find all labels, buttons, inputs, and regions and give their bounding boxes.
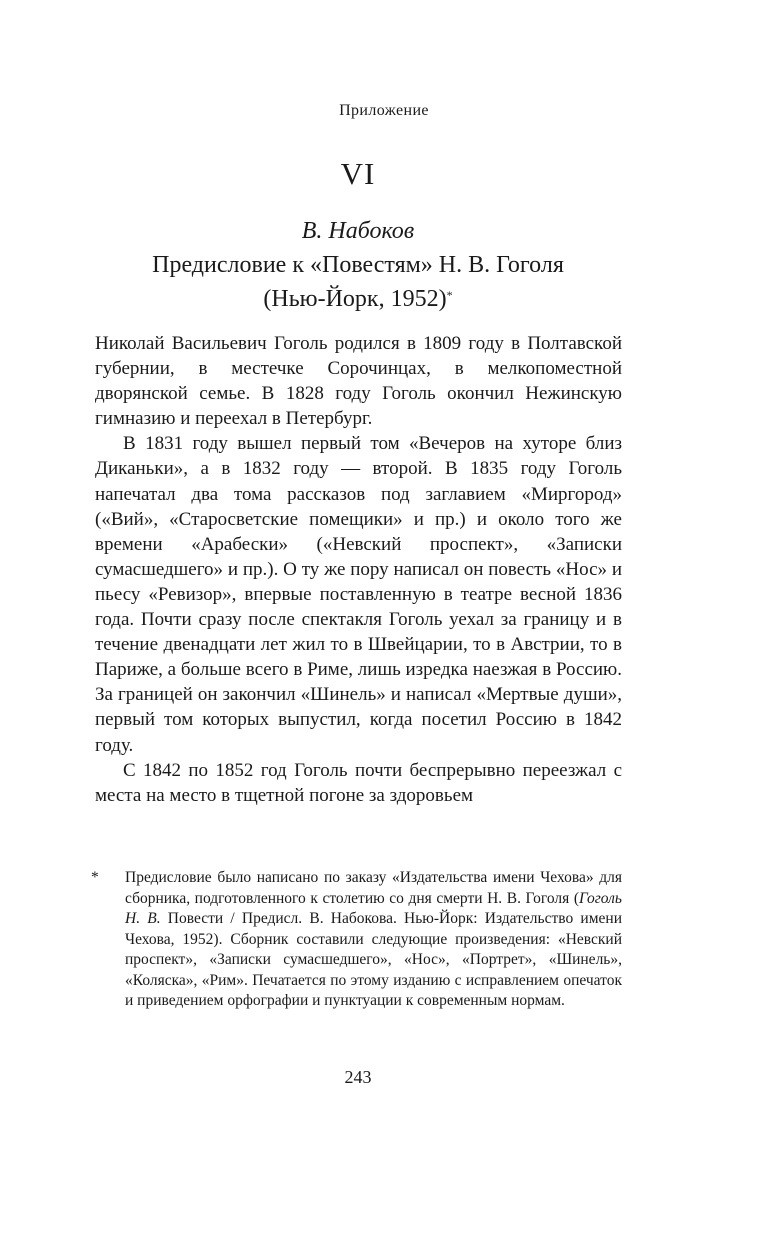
footnote-italic-author: Гоголь Н. В. xyxy=(125,889,622,927)
paragraph: С 1842 по 1852 год Гоголь почти беспрерывно переезжал с места на место в тщетной погоне за здоровьем xyxy=(95,759,622,806)
footnote-text-end: Повести / Предисл. В. Набокова. Нью-Йорк: Издательство имени Чехова, 1952). Сборник составили следующие произведения: «Невский проспект», «Записки сумасшедшего», «Нос», «Портрет», «Шинель», «Коляска», «Рим». Печатается по этому изданию с исправлением опечаток и приведением орфографии и пунктуации к современным нормам. xyxy=(125,910,622,1009)
title-line-2 xyxy=(60,282,656,316)
paragraph: Николай Васильевич Гоголь родился в 1809 году в Полтавской губернии, в местечке Сорочинцах, в мелкопоместной дворянской семье. В 1828 году Гоголь окончил Нежинскую гимназию и переехал в Петербург. xyxy=(95,333,622,430)
footnote xyxy=(91,868,622,1012)
footnote-text-start: Предисловие было написано по заказу «Издательства имени Чехова» для сборника, подготовленного к столетию со дня смерти Н. В. Гоголя ( xyxy=(125,869,622,907)
chapter-title xyxy=(60,214,656,316)
page-number: 243 xyxy=(344,1067,372,1087)
author-name: В. Набоков xyxy=(301,218,415,244)
section-number: VI xyxy=(340,156,376,191)
footnote-reference[interactable]: * xyxy=(446,288,453,302)
body-text xyxy=(95,331,622,808)
title-place-year: (Нью-Йорк, 1952) xyxy=(263,286,447,312)
footnote-text xyxy=(125,868,622,1012)
running-head: Приложение xyxy=(339,102,429,119)
paragraph: В 1831 году вышел первый том «Вечеров на хуторе близ Диканьки», а в 1832 году — второй. В 1835 году Гоголь напечатал два тома рассказов под заглавием «Миргород» («Вий», «Старосветские помещики» и пр.) и около того же времени «Арабески» («Невский проспект», «Записки сумасшедшего» и пр.). О ту же пору написал он повесть «Нос» и пьесу «Ревизор», впервые поставленную в театре весной 1836 года. Почти сразу после спектакля Гоголь уехал за границу и в течение двенадцати лет жил то в Швейцарии, то в Австрии, то в Париже, а больше всего в Риме, лишь изредка наезжая в Россию. За границей он закончил «Шинель» и написал «Мертвые души», первый том которых выпустил, когда посетил Россию в 1842 году. xyxy=(95,433,622,756)
footnote-marker: * xyxy=(91,869,99,886)
title-line-1: Предисловие к «Повестям» Н. В. Гоголя xyxy=(152,252,564,278)
